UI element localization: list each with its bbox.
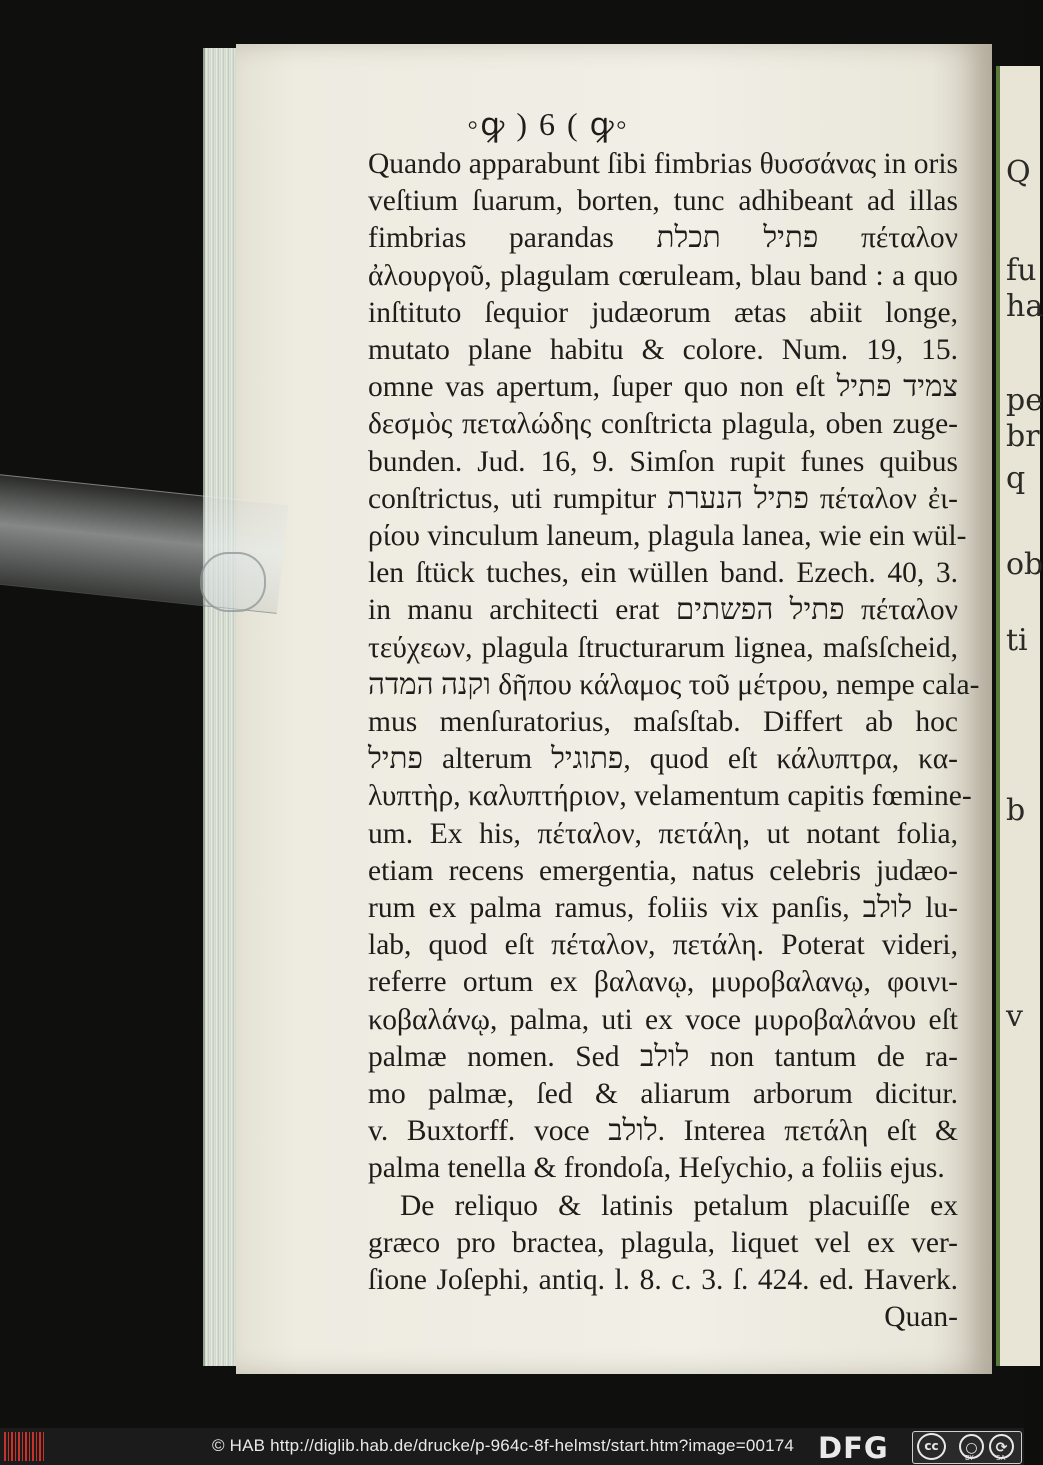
text-line: conſtrictus, uti rumpitur פתיל הנערת πέταλον ἐι- <box>368 482 958 515</box>
text-line: ρίου vinculum laneum, plagula lanea, wie ein wül- <box>368 520 967 553</box>
text-line: in manu architecti erat פתיל הפשתים πέταλον <box>368 594 958 627</box>
text-line: וקנה המדה δῆπου κάλαμος τοῦ μέτρου, nempe cala- <box>368 668 980 701</box>
facing-page-fragment: Q <box>1006 155 1031 190</box>
cc-license-badge[interactable] <box>912 1431 1022 1464</box>
hab-logo-icon <box>4 1432 46 1461</box>
page-number-header: ◦ꝙ ) 6 ( ꝙ◦ <box>466 106 630 142</box>
footer-bar <box>0 1428 1024 1465</box>
text-line: len ſtück tuches, ein wüllen band. Ezech. 40, 3. <box>368 557 958 590</box>
facing-page-fragment: fu <box>1006 253 1037 288</box>
facing-page-edge <box>996 66 1043 1366</box>
sa-label: SA <box>996 1454 1006 1462</box>
cc-icon: cc <box>917 1433 946 1460</box>
by-person-icon: ○ <box>959 1434 984 1459</box>
facing-page-fragment: ti <box>1006 623 1028 658</box>
text-line: græco pro bractea, plagula, liquet vel ex ver- <box>368 1226 958 1259</box>
text-line: λυπτὴρ, καλυπτήριον, velamentum capitis fœmine- <box>368 780 972 813</box>
text-line: τεύχεων, plagula ſtructurarum lignea, maſsſcheid, <box>368 631 958 664</box>
text-line: v. Buxtorff. voce לולב. Interea πετάλη eſt & <box>368 1115 958 1148</box>
text-lines <box>368 146 980 1337</box>
facing-page-fragment: ob <box>1006 547 1043 582</box>
text-line: mutato plane habitu & colore. Num. 19, 15. <box>368 334 958 367</box>
text-line: rum ex palma ramus, foliis vix panſis, לולב lu- <box>368 892 958 925</box>
text-line: κοβαλάνῳ, palma, uti ex voce μυροβαλάνου eſt <box>368 1003 958 1036</box>
text-line: δεσμὸς πεταλώδης conſtricta plagula, oben zuge- <box>368 408 958 441</box>
share-alike-icon: ⟳ <box>989 1434 1014 1459</box>
facing-page-fragment: b <box>1006 793 1026 828</box>
facing-page-fragment: pe <box>1006 383 1043 418</box>
text-line: Quando apparabunt ſibi fimbrias θυσσάνας in oris <box>368 148 959 180</box>
facing-page-fragment: br <box>1006 419 1040 454</box>
text-line: palmæ nomen. Sed לולב non tantum de ra- <box>368 1040 958 1073</box>
dfg-logo[interactable]: DFG <box>818 1431 889 1465</box>
text-line: palma tenella & frondoſa, Heſychio, a foliis ejus. <box>368 1152 945 1185</box>
page-clip-tip <box>200 552 266 612</box>
text-line: fimbrias parandas פתיל תכלת πέταλον <box>368 222 958 255</box>
text-line: De reliquo & latinis petalum placuiſſe ex <box>400 1189 958 1222</box>
facing-page-fragment: q <box>1006 461 1026 496</box>
text-line: omne vas apertum, ſuper quo non eſt צמיד פתיל <box>368 371 958 404</box>
text-line: mus menſuratorius, maſsſtab. Differt ab hoc <box>368 706 958 739</box>
text-line: ἀλουργοῦ, plagulam cœruleam, blau band : a quo <box>368 259 958 292</box>
facing-page-fragment: ha <box>1006 289 1043 324</box>
copyright-credit[interactable]: © HAB http://diglib.hab.de/drucke/p-964c-8f-helmst/start.htm?image=00174 <box>212 1436 795 1455</box>
text-line: referre ortum ex βαλανῳ, μυροβαλανῳ, φοινι- <box>368 966 958 999</box>
text-line: פתיל alterum פתוגיל, quod eſt κάλυπτρα, κα- <box>368 743 958 776</box>
text-line: inſtituto ſequior judæorum ætas abiit longe, <box>368 296 958 329</box>
text-line: mo palmæ, ſed & aliarum arborum dicitur. <box>368 1078 958 1111</box>
by-label: BY <box>965 1454 974 1462</box>
text-line: etiam recens emergentia, natus celebris judæo- <box>368 854 958 887</box>
text-line: ſione Joſephi, antiq. l. 8. c. 3. ſ. 424. ed. Haverk. <box>368 1264 958 1297</box>
text-line: veſtium ſuarum, borten, tunc adhibeant ad illas <box>368 185 958 218</box>
text-line: Quan- <box>884 1301 958 1334</box>
text-line: lab, quod eſt πέταλον, πετάλη. Poterat videri, <box>368 929 958 962</box>
text-line: um. Ex his, πέταλον, πετάλη, ut notant folia, <box>368 817 958 850</box>
facing-page-fragment: v <box>1006 999 1023 1034</box>
page-text <box>368 104 980 1337</box>
text-line: bunden. Jud. 16, 9. Simſon rupit funes quibus <box>368 445 958 478</box>
